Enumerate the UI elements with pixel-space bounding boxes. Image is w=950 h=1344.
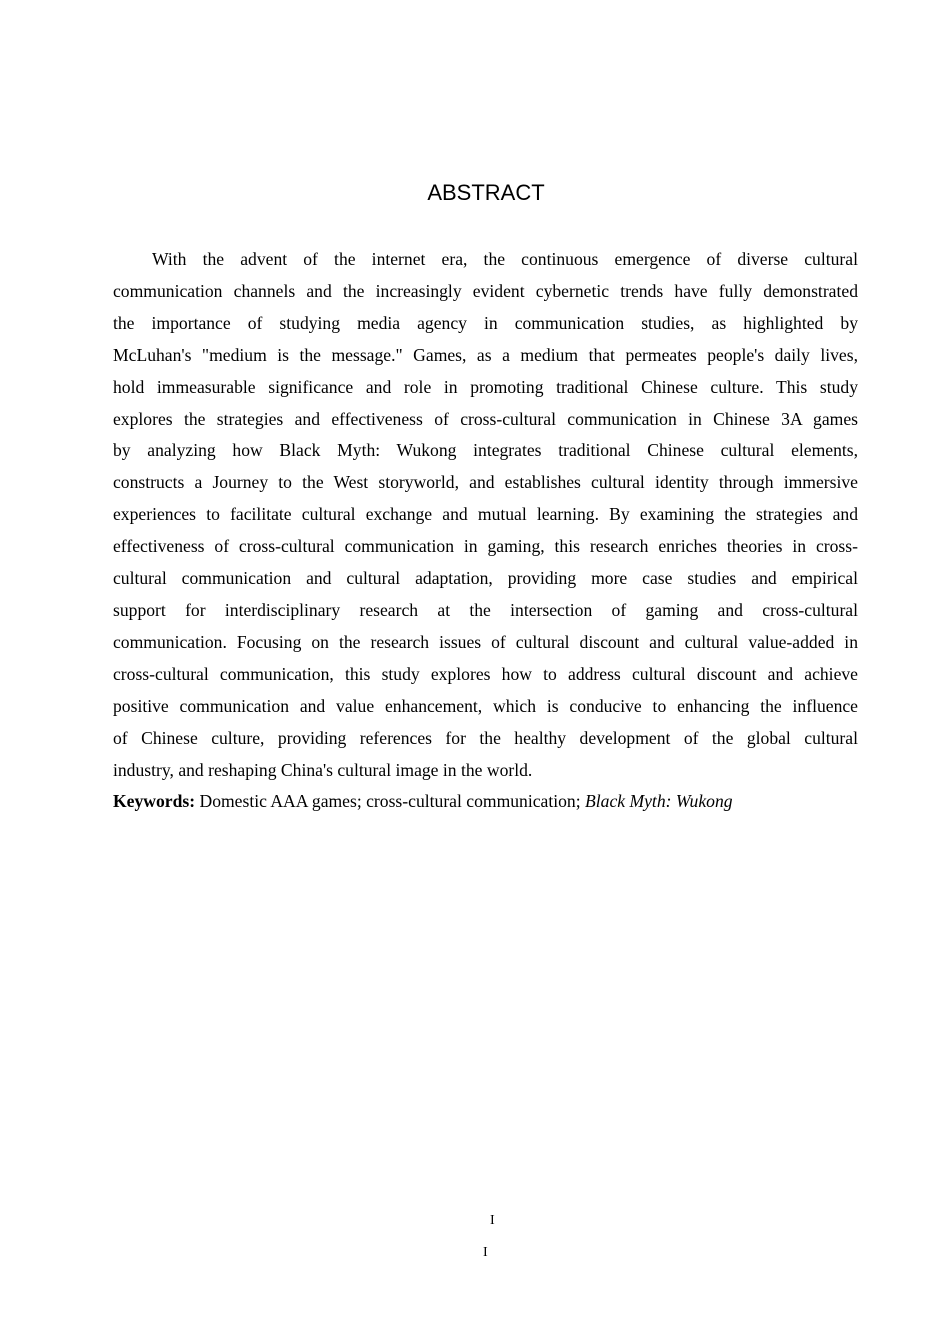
abstract-title: ABSTRACT	[427, 180, 545, 205]
text-line: effectiveness of cross-cultural communication in gaming, this research enriches theories in cross-	[113, 536, 858, 557]
keywords-label: Keywords:	[113, 791, 196, 812]
abstract-paragraph	[113, 244, 858, 786]
page-number-footer: I	[483, 1245, 488, 1260]
keywords-italic: Black Myth: Wukong	[585, 791, 733, 812]
keywords-line	[113, 786, 858, 818]
text-line: explores the strategies and effectiveness of cross-cultural communication in Chinese 3A games	[113, 408, 858, 429]
text-line: support for interdisciplinary research at the intersection of gaming and cross-cultural	[113, 599, 858, 620]
text-line: cultural communication and cultural adaptation, providing more case studies and empirical	[113, 568, 858, 589]
abstract-body	[113, 244, 858, 818]
keywords-text: Domestic AAA games; cross-cultural communication;	[195, 791, 586, 812]
text-line: communication channels and the increasingly evident cybernetic trends have fully demonstrated	[113, 280, 858, 301]
text-line: McLuhan's "medium is the message." Games, as a medium that permeates people's daily lives,	[113, 344, 858, 365]
text-line: the importance of studying media agency in communication studies, as highlighted by	[113, 312, 858, 333]
text-line: by analyzing how Black Myth: Wukong integrates traditional Chinese cultural elements,	[113, 440, 858, 461]
text-line: cross-cultural communication, this study explores how to address cultural discount and achieve	[113, 663, 858, 684]
text-line: communication. Focusing on the research issues of cultural discount and cultural value-added in	[113, 631, 858, 652]
text-line: experiences to facilitate cultural exchange and mutual learning. By examining the strategies and	[113, 504, 858, 525]
text-line: positive communication and value enhancement, which is conducive to enhancing the influence	[113, 695, 858, 716]
text-line: industry, and reshaping China's cultural image in the world.	[113, 759, 533, 780]
text-line: With the advent of the internet era, the continuous emergence of diverse cultural	[152, 249, 858, 269]
page-number: I	[490, 1213, 495, 1228]
text-line: constructs a Journey to the West storyworld, and establishes cultural identity through immersive	[113, 472, 858, 493]
text-line: of Chinese culture, providing references for the healthy development of the global cultural	[113, 727, 858, 748]
text-line: hold immeasurable significance and role in promoting traditional Chinese culture. This study	[113, 376, 858, 397]
